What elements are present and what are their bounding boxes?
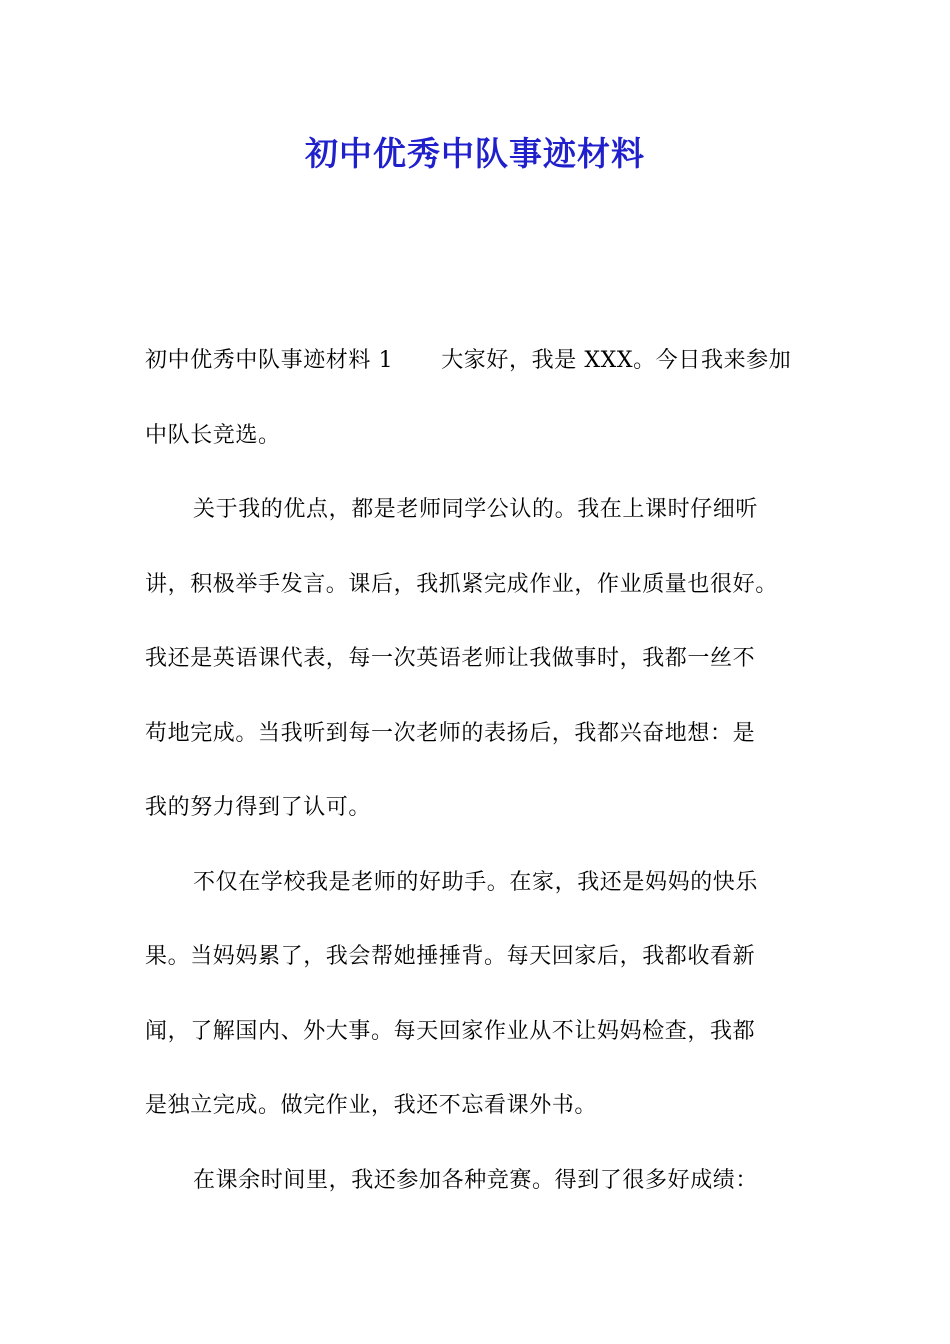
document-body <box>145 338 810 1232</box>
text-line: 苟地完成。当我听到每一次老师的表扬后，我都兴奋地想：是 <box>145 720 756 746</box>
text-line: 讲，积极举手发言。课后，我抓紧完成作业，作业质量也很好。 <box>145 571 778 597</box>
text-line <box>145 338 810 413</box>
section-heading: 初中优秀中队事迹材料 1 <box>145 348 394 373</box>
text-line: 中队长竞选。 <box>145 422 281 448</box>
text-line: 闻，了解国内、外大事。每天回家作业从不让妈妈检查，我都 <box>145 1018 756 1044</box>
text-line: 是独立完成。做完作业，我还不忘看课外书。 <box>145 1093 598 1118</box>
text-line: 我的努力得到了认可。 <box>145 795 372 820</box>
document-title: 初中优秀中队事迹材料 <box>305 134 645 173</box>
text-line: 果。当妈妈累了，我会帮她捶捶背。每天回家后，我都收看新 <box>145 944 756 969</box>
paragraph-start: 在课余时间里，我还参加各种竞赛。得到了很多好成绩： <box>193 1167 759 1193</box>
text-line-continuation: 大家好，我是 XXX。今日我来参加 <box>441 348 792 373</box>
text-line: 我还是英语课代表，每一次英语老师让我做事时，我都一丝不 <box>145 646 756 671</box>
paragraph-start: 关于我的优点，都是老师同学公认的。我在上课时仔细听 <box>193 497 759 522</box>
paragraph-start: 不仅在学校我是老师的好助手。在家，我还是妈妈的快乐 <box>193 869 759 895</box>
